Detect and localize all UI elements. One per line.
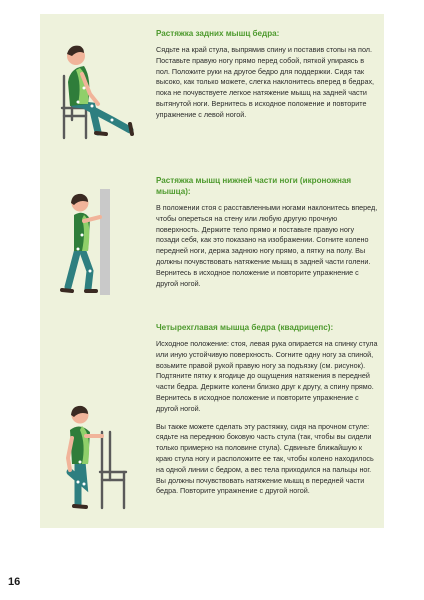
standing-quad-stretch-illustration (40, 312, 148, 522)
seated-hamstring-stretch-illustration (40, 20, 148, 160)
exercise-description: В положении стоя с расставленными ногами наклонитесь вперед, чтобы опереться на стену или любую другую прочную поверхность. Держите тело прямо и поставьте правую ногу позади себя, как это показано на изображении. Согните колено передней ноги, держа заднюю ногу прямо, а пятку на полу. Вы должны почувствовать натяжение мышц в задней части голени. Вернитесь в исходное положение и повторите упражнение с другой ногой. (156, 203, 378, 288)
exercise-text (156, 28, 378, 121)
exercise-text (156, 322, 378, 497)
chair-icon (100, 432, 126, 508)
wall-calf-stretch-illustration (40, 175, 148, 305)
wall-icon (100, 189, 110, 295)
exercise-panel (40, 14, 384, 528)
page-number: 16 (8, 576, 21, 588)
exercise-text (156, 175, 378, 289)
exercise-title: Четырехглавая мышца бедра (квадрицепс): (156, 323, 334, 332)
exercise-description: Исходное положение: стоя, левая рука опирается на спинку стула или иную устойчивую поверхность. Согните одну ногу за спиной, возьмите правой рукой правую ногу за подъязку (см. рисунок). Подтяните пятку к ягодице до ощущения натяжения в передней части бедра. Держите колени близко друг к другу, а спину прямо. Вернитесь в исходное положение и повторите упражнение с другой ногой. (156, 339, 378, 413)
exercise-description: Сядьте на край стула, выпрямив спину и поставив стопы на пол. Поставьте правую ногу прямо перед собой, пяткой упираясь в пол. Положите руки на другое бедро для поддержки. Сидя так высоко, как только можете, слегка наклонитесь вперед в бедрах, пока не почувствуете легкое натяжение мышц на задней части вытянутой ноги. Вернитесь в исходное положение и повторите упражнение с левой ногой. (156, 45, 375, 119)
exercise-title: Растяжка задних мышц бедра: (156, 29, 280, 38)
exercise-title: Растяжка мышц нижней части ноги (икроножная мышца): (156, 176, 352, 196)
exercise-description-alt: Вы также можете сделать эту растяжку, сидя на прочном стуле: сядьте на переднюю боковую часть стула (так, чтобы вы сидели только примерно на половине стула). Сдвиньте ближайшую к краю стула ногу и расположите ее так, чтобы колено находилось на одной линии с бедром, а вес тела приходился на пальцы ног. Вы должны почувствовать натяжение мышц в передней части бедра. Повторите упражнение с другой ногой. (156, 421, 374, 496)
